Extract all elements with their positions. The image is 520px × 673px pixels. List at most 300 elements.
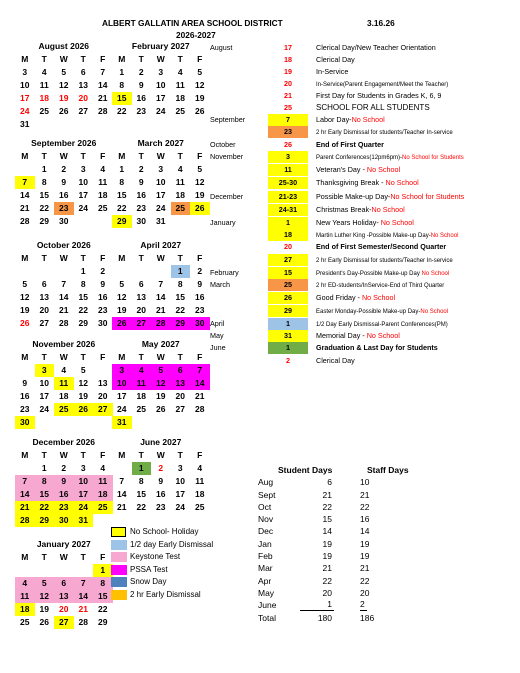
calendar-day: 10 (175, 476, 185, 486)
month-cell: Jan (258, 538, 272, 549)
student-days-cell: 21 (322, 563, 332, 574)
event-date: 24-31 (268, 204, 308, 216)
calendar-day: 29 (78, 318, 88, 328)
calendar-day: 15 (35, 488, 55, 501)
calendar-june-2027 (112, 436, 210, 514)
calendar-day: 9 (197, 279, 203, 289)
calendar-title: November 2026 (32, 339, 96, 349)
weekday-header: M (118, 54, 126, 64)
calendar-day: 17 (78, 190, 88, 200)
event-text: In-Service (316, 67, 349, 76)
event-date: 18 (284, 55, 292, 64)
event-date: 31 (268, 330, 308, 342)
calendar-day: 17 (156, 93, 166, 103)
calendar-day: 18 (39, 93, 49, 103)
calendar-day: 11 (175, 80, 185, 90)
legend-swatch (111, 590, 127, 600)
calendar-day: 26 (112, 317, 132, 330)
calendar-day: 18 (175, 93, 185, 103)
weekday-header: W (156, 54, 165, 64)
calendar-day: 20 (78, 93, 88, 103)
calendar-day: 2 (61, 463, 67, 473)
event-description (316, 355, 355, 367)
calendar-empty-cell (15, 364, 35, 377)
event-text: Parent Conferences(12pm6pm)- (316, 155, 403, 161)
calendar-day: 26 (74, 403, 94, 416)
event-no-school-note: No School for Students (402, 155, 464, 161)
weekday-header: F (100, 151, 106, 161)
calendar-grid (15, 449, 113, 527)
calendar-day: 25 (195, 502, 205, 512)
event-date: 29 (268, 305, 308, 317)
month-cell: Aug (258, 477, 274, 488)
calendar-day: 2 (100, 266, 106, 276)
event-text: Easter Monday-Possible Make-up Day- (316, 309, 421, 315)
weekday-header: T (41, 352, 47, 362)
calendar-day: 23 (136, 203, 146, 213)
legend-label: Snow Day (130, 577, 167, 586)
month-cell: May (258, 587, 275, 598)
calendar-day: 27 (78, 106, 88, 116)
calendar-day: 31 (112, 416, 132, 429)
event-text: Clerical Day (316, 356, 355, 365)
legend-swatch (111, 527, 126, 537)
staff-days-cell: 16 (360, 514, 370, 525)
calendar-day: 11 (132, 377, 152, 390)
staff-days-cell: 22 (360, 501, 370, 512)
calendar-april-2027 (112, 239, 210, 330)
calendar-day: 29 (112, 215, 132, 228)
calendar-empty-cell (35, 416, 55, 429)
calendar-day: 5 (22, 279, 28, 289)
calendar-empty-cell (54, 118, 74, 131)
calendar-day: 20 (39, 305, 49, 315)
calendar-day: 8 (138, 476, 144, 486)
calendar-day: 18 (15, 603, 35, 616)
event-description (316, 151, 464, 164)
calendar-day: 21 (20, 203, 30, 213)
calendar-day: 4 (197, 463, 203, 473)
weekday-header: W (156, 151, 165, 161)
calendar-day: 21 (156, 305, 166, 315)
calendar-empty-cell (93, 514, 113, 527)
district-title: ALBERT GALLATIN AREA SCHOOL DISTRICT (102, 18, 283, 28)
weekday-header: T (138, 450, 144, 460)
event-no-school-note: No School (371, 205, 405, 214)
calendar-day: 8 (119, 80, 125, 90)
event-description (316, 139, 384, 151)
event-month: February (210, 268, 239, 277)
event-no-school-note: No School (385, 178, 419, 187)
event-description (316, 292, 395, 304)
student-days-cell: 19 (322, 551, 332, 562)
calendar-day: 1 (41, 463, 47, 473)
event-text: First Day for Students in Grades K, 6, 9 (316, 91, 442, 100)
calendar-empty-cell (151, 265, 171, 278)
calendar-day: 27 (132, 317, 152, 330)
event-date: 25-30 (268, 177, 308, 189)
calendar-day: 18 (136, 391, 146, 401)
calendar-empty-cell (15, 564, 35, 577)
calendar-day: 5 (119, 279, 125, 289)
calendar-day: 1 (41, 164, 47, 174)
calendar-day: 7 (74, 577, 94, 590)
calendar-day: 16 (195, 292, 205, 302)
calendar-day: 22 (175, 305, 185, 315)
event-description (316, 66, 348, 78)
calendar-title: September 2026 (31, 138, 97, 148)
calendar-day: 17 (156, 190, 166, 200)
calendar-day: 24 (117, 404, 127, 414)
event-description (316, 126, 453, 139)
calendar-day: 29 (39, 216, 49, 226)
calendar-day: 22 (117, 106, 127, 116)
calendar-day: 23 (54, 202, 74, 215)
calendar-empty-cell (171, 416, 191, 429)
event-text: Thanksgiving Break - (316, 178, 386, 187)
calendar-day: 4 (132, 364, 152, 377)
calendar-day: 1 (119, 67, 125, 77)
calendar-day: 8 (35, 475, 55, 488)
calendar-day: 12 (78, 378, 88, 388)
event-text: Memorial Day - (316, 331, 367, 340)
staff-days-cell: 20 (360, 587, 370, 598)
event-date: 21 (284, 91, 292, 100)
event-no-school-note: No School (420, 309, 449, 315)
calendar-day: 22 (35, 501, 55, 514)
event-no-school-note: No School (380, 218, 414, 227)
event-description (316, 254, 453, 267)
student-days-cell: 15 (322, 514, 332, 525)
calendar-day: 30 (98, 318, 108, 328)
weekday-header: T (41, 151, 47, 161)
calendar-day: 9 (138, 177, 144, 187)
event-text: Veteran's Day - (316, 165, 367, 174)
calendar-day: 17 (20, 93, 30, 103)
calendar-empty-cell (74, 564, 94, 577)
calendar-day: 15 (93, 590, 113, 603)
month-cell: Dec (258, 526, 274, 537)
calendar-day: 4 (41, 67, 47, 77)
calendar-grid (112, 351, 210, 429)
event-text: Good Friday - (316, 293, 362, 302)
event-text: 1/2 Day Early Dismissal-Parent Conferences(PM) (316, 322, 448, 328)
student-days-cell: 22 (322, 575, 332, 586)
calendar-day: 19 (39, 604, 49, 614)
calendar-day: 11 (39, 80, 49, 90)
calendar-day: 6 (54, 577, 74, 590)
weekday-header: T (41, 253, 47, 263)
calendar-september-2026 (15, 137, 113, 228)
weekday-header: T (138, 253, 144, 263)
weekday-header: F (197, 54, 203, 64)
weekday-header: F (100, 450, 106, 460)
student-days-cell: 19 (322, 538, 332, 549)
month-cell: Oct (258, 501, 272, 512)
calendar-day: 3 (158, 67, 164, 77)
weekday-header: W (156, 253, 165, 263)
calendar-day: 20 (175, 391, 185, 401)
calendar-day: 16 (59, 190, 69, 200)
calendar-grid (15, 150, 113, 228)
weekday-header: T (138, 151, 144, 161)
calendar-day: 23 (98, 305, 108, 315)
calendar-empty-cell (151, 416, 171, 429)
calendar-empty-cell (74, 118, 94, 131)
calendar-day: 28 (59, 318, 69, 328)
event-no-school-note: No School (361, 293, 396, 302)
event-date: 1 (268, 217, 308, 229)
calendar-day: 16 (54, 488, 74, 501)
calendar-day: 27 (175, 404, 185, 414)
calendar-november-2026 (15, 338, 113, 429)
calendar-title: August 2026 (38, 41, 90, 51)
calendar-day: 14 (20, 190, 30, 200)
calendar-day: 30 (59, 216, 69, 226)
staff-days-header: Staff Days (367, 465, 409, 475)
calendar-day: 29 (171, 317, 191, 330)
calendar-day: 9 (54, 475, 74, 488)
calendar-day: 13 (39, 292, 49, 302)
calendar-day: 3 (112, 364, 132, 377)
calendar-day: 12 (151, 377, 171, 390)
calendar-day: 3 (80, 164, 86, 174)
calendar-empty-cell (54, 564, 74, 577)
calendar-day: 14 (156, 292, 166, 302)
calendar-day: 16 (20, 391, 30, 401)
staff-days-cell: 19 (360, 551, 370, 562)
calendar-day: 17 (117, 391, 127, 401)
calendar-empty-cell (35, 564, 55, 577)
calendar-day: 7 (15, 475, 35, 488)
calendar-day: 19 (195, 190, 205, 200)
weekday-header: M (21, 151, 29, 161)
event-description (316, 177, 419, 189)
event-month: April (210, 319, 225, 328)
event-text: SCHOOL FOR ALL STUDENTS (316, 103, 430, 112)
event-description (316, 191, 464, 203)
calendar-day: 5 (35, 577, 55, 590)
event-text: President's Day-Possible Make-up Day (316, 271, 422, 277)
calendar-day: 11 (195, 476, 205, 486)
month-cell: Feb (258, 551, 273, 562)
event-no-school-note: No School (351, 115, 385, 124)
event-text: 2 hr ED-students/InService-End of Third Quarter (316, 283, 445, 289)
event-date: 27 (268, 254, 308, 266)
calendar-day: 14 (74, 590, 94, 603)
calendar-day: 21 (59, 305, 69, 315)
calendar-day: 10 (78, 177, 88, 187)
calendar-day: 28 (151, 317, 171, 330)
weekday-header: F (100, 253, 106, 263)
event-date: 2 (286, 356, 290, 365)
calendar-day: 16 (156, 489, 166, 499)
weekday-header: W (59, 352, 68, 362)
calendar-day: 2 (197, 266, 203, 276)
calendar-day: 30 (54, 514, 74, 527)
calendar-day: 20 (98, 391, 108, 401)
calendar-day: 12 (195, 177, 205, 187)
calendar-day: 6 (138, 279, 144, 289)
calendar-empty-cell (15, 163, 35, 176)
calendar-day: 14 (15, 488, 35, 501)
legend-swatch (111, 540, 127, 550)
event-date: 20 (284, 242, 292, 251)
event-description (316, 42, 436, 54)
event-text: Graduation & Last Day for Students (316, 343, 438, 352)
calendar-day: 9 (61, 177, 67, 187)
calendar-empty-cell (54, 265, 74, 278)
legend-label: PSSA Test (130, 564, 168, 574)
calendar-grid (112, 150, 210, 228)
month-cell: Total (258, 612, 276, 623)
weekday-header: T (80, 450, 86, 460)
calendar-day: 24 (156, 106, 166, 116)
calendar-day: 13 (54, 590, 74, 603)
revision-date: 3.16.26 (367, 18, 395, 28)
event-month: May (210, 331, 224, 340)
calendar-day: 1 (132, 462, 152, 475)
calendar-day: 8 (93, 577, 113, 590)
calendar-day: 19 (20, 305, 30, 315)
event-date: 1 (268, 342, 308, 354)
weekday-header: F (100, 54, 106, 64)
event-date: 25 (284, 103, 292, 112)
weekday-header: T (41, 552, 47, 562)
calendar-day: 13 (78, 80, 88, 90)
calendar-day: 16 (136, 190, 146, 200)
student-days-cell: 20 (322, 587, 332, 598)
legend-label: 2 hr Early Dismissal (130, 589, 201, 599)
calendar-may-2027 (112, 338, 210, 429)
event-date: 17 (284, 43, 292, 52)
weekday-header: T (80, 352, 86, 362)
calendar-empty-cell (132, 416, 152, 429)
event-date: 20 (284, 79, 292, 88)
calendar-day: 4 (177, 67, 183, 77)
weekday-header: M (118, 253, 126, 263)
calendar-day: 24 (156, 203, 166, 213)
calendar-day: 24 (39, 404, 49, 414)
calendar-day: 7 (119, 476, 125, 486)
weekday-header: M (118, 450, 126, 460)
calendar-day: 10 (74, 475, 94, 488)
calendar-title: April 2027 (140, 240, 182, 250)
month-cell: Mar (258, 563, 273, 574)
staff-days-cell: 10 (360, 477, 370, 488)
event-no-school-note: No School (430, 233, 459, 239)
calendar-january-2027 (15, 538, 113, 629)
event-text: Christmas Break- (316, 205, 372, 214)
calendar-day: 21 (195, 391, 205, 401)
calendar-day: 25 (175, 106, 185, 116)
event-no-school-note: No School (366, 165, 401, 174)
calendar-day: 3 (22, 67, 28, 77)
calendar-day: 1 (119, 164, 125, 174)
weekday-header: T (177, 54, 183, 64)
month-cell: Sept (258, 489, 276, 500)
weekday-header: W (59, 151, 68, 161)
weekday-header: F (100, 552, 106, 562)
calendar-day: 7 (158, 279, 164, 289)
calendar-day: 15 (112, 92, 132, 105)
event-description (316, 114, 385, 126)
weekday-header: T (80, 552, 86, 562)
calendar-day: 5 (197, 67, 203, 77)
calendar-day: 29 (98, 617, 108, 627)
calendar-grid (15, 551, 113, 629)
event-month: August (210, 43, 233, 52)
weekday-header: T (138, 54, 144, 64)
calendar-day: 2 (138, 164, 144, 174)
legend-swatch (111, 565, 127, 575)
calendar-day: 26 (190, 202, 210, 215)
calendar-empty-cell (35, 118, 55, 131)
calendar-day: 11 (54, 377, 74, 390)
legend-swatch (111, 577, 127, 587)
event-text: End of First Semester/Second Quarter (316, 242, 447, 251)
calendar-empty-cell (112, 462, 132, 475)
staff-days-cell: 22 (360, 575, 370, 586)
calendar-day: 4 (61, 365, 67, 375)
event-month: October (210, 140, 236, 149)
calendar-day: 24 (74, 501, 94, 514)
weekday-header: T (41, 450, 47, 460)
staff-days-cell: 19 (360, 538, 370, 549)
calendar-day: 13 (171, 377, 191, 390)
calendar-december-2026 (15, 436, 113, 527)
calendar-day: 14 (98, 80, 108, 90)
calendar-day: 4 (177, 164, 183, 174)
calendar-title: June 2027 (140, 437, 182, 447)
weekday-header: W (59, 253, 68, 263)
weekday-header: F (197, 151, 203, 161)
calendar-day: 22 (98, 604, 108, 614)
weekday-header: M (118, 352, 126, 362)
calendar-grid (15, 351, 113, 429)
event-no-school-note: No School (421, 271, 450, 277)
weekday-header: T (80, 151, 86, 161)
event-no-school-note: No School (366, 331, 400, 340)
weekday-header: T (177, 352, 183, 362)
calendar-day: 19 (195, 93, 205, 103)
calendar-day: 20 (136, 305, 146, 315)
calendar-title: March 2027 (137, 138, 184, 148)
calendar-day: 22 (39, 203, 49, 213)
month-cell: Nov (258, 514, 274, 525)
calendar-day: 14 (117, 489, 127, 499)
event-date: 1 (268, 318, 308, 330)
student-days-cell: 21 (322, 489, 332, 500)
calendar-day: 25 (171, 202, 191, 215)
calendar-day: 30 (15, 416, 35, 429)
calendar-day: 4 (15, 577, 35, 590)
event-no-school-note: No School for Students (390, 192, 465, 201)
legend-swatch (111, 552, 127, 562)
calendar-grid (112, 53, 210, 118)
calendar-grid (112, 449, 210, 514)
calendar-day: 28 (15, 514, 35, 527)
calendar-day: 1 (171, 265, 191, 278)
calendar-day: 11 (175, 177, 185, 187)
calendar-day: 8 (177, 279, 183, 289)
calendar-day: 25 (93, 501, 113, 514)
school-year: 2026-2027 (176, 30, 216, 40)
calendar-grid (15, 252, 113, 330)
event-description (316, 90, 441, 102)
event-date: 15 (268, 267, 308, 279)
calendar-day: 25 (136, 404, 146, 414)
